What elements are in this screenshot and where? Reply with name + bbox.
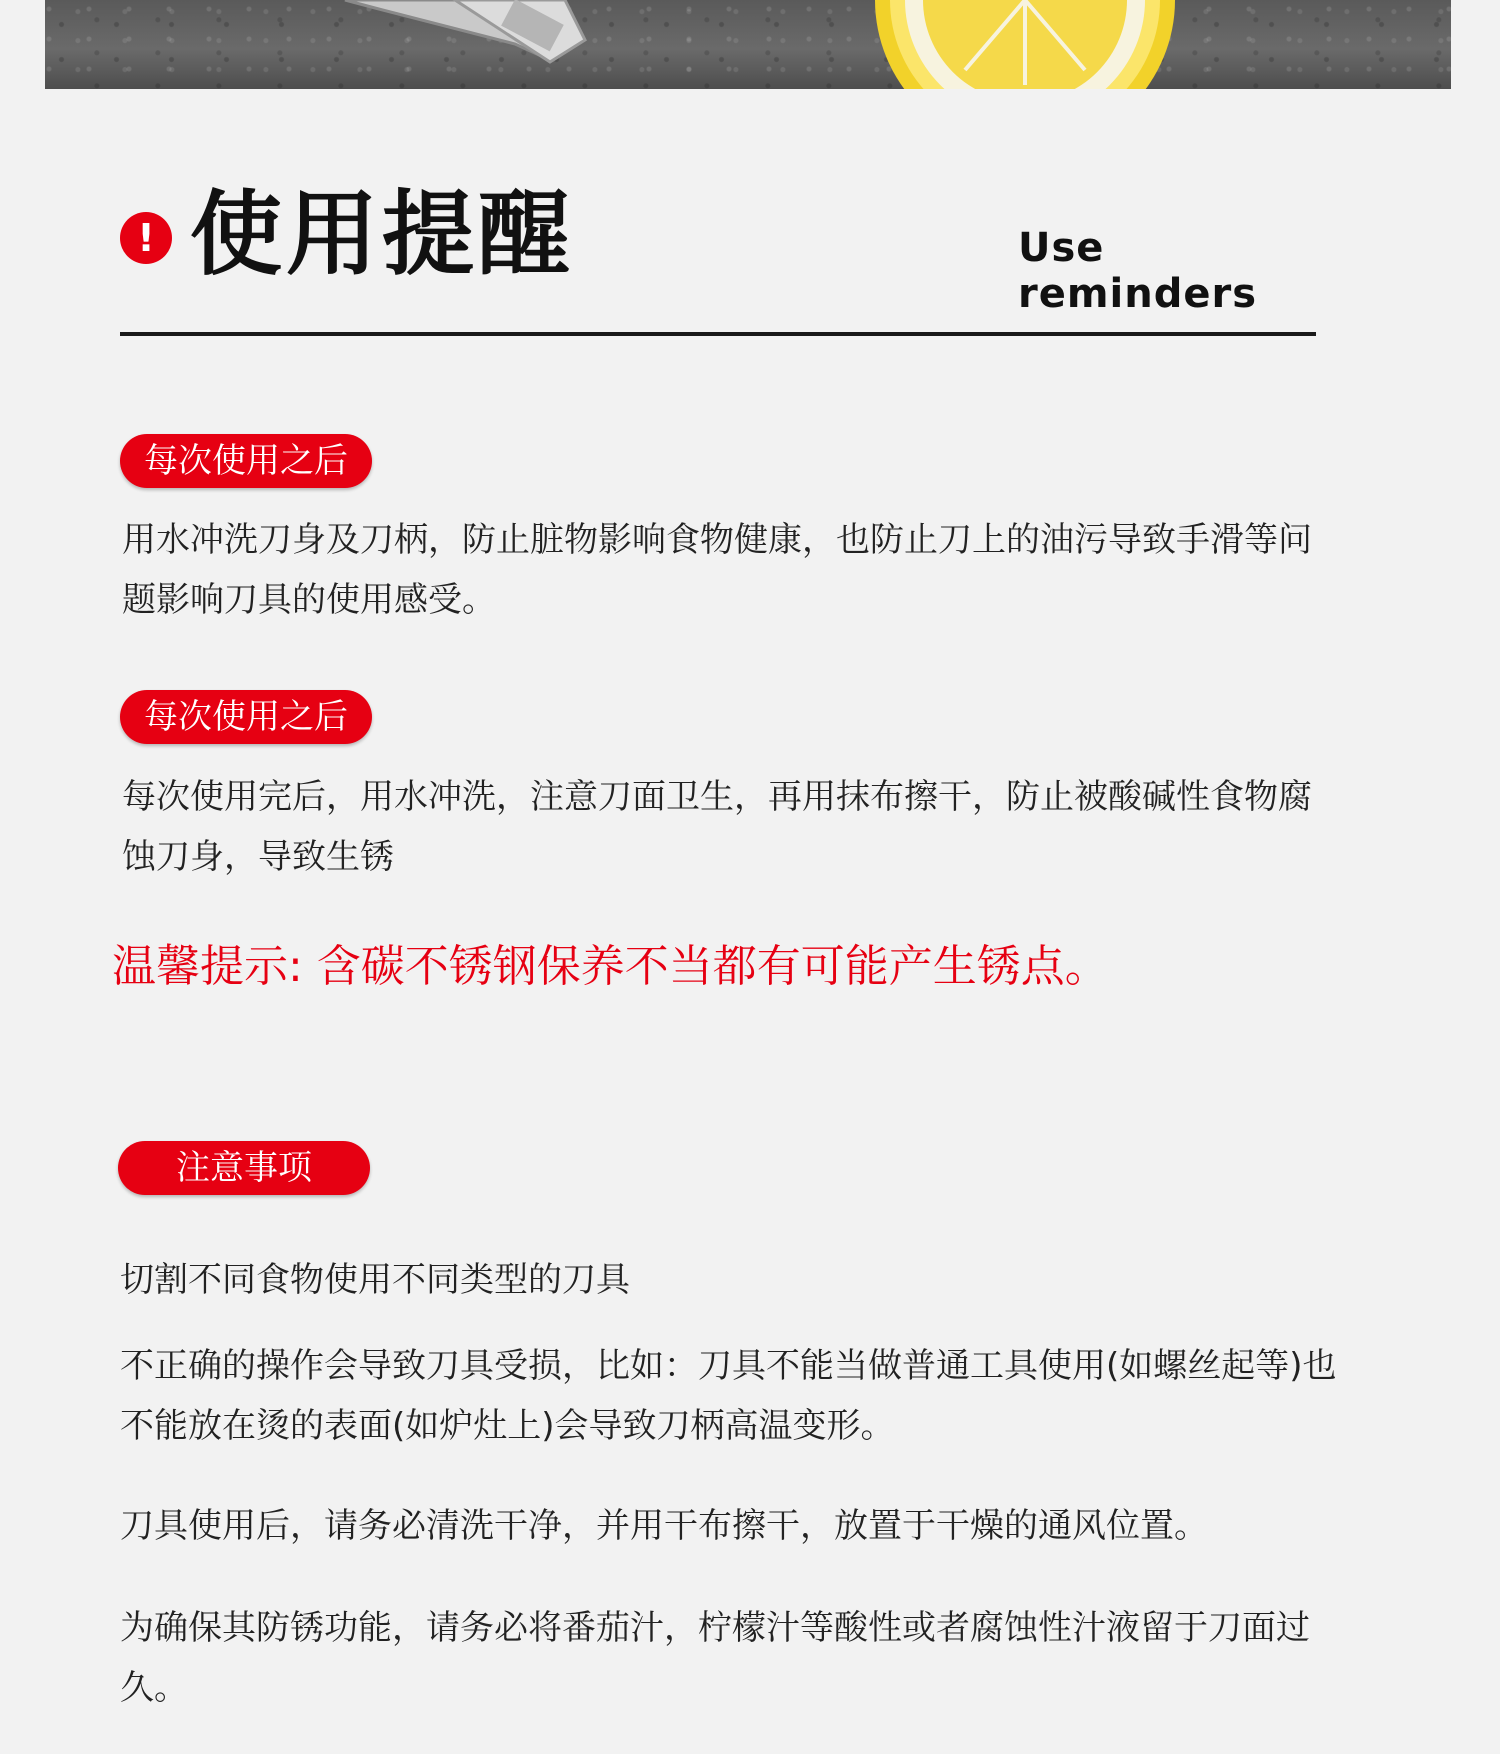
page-title: 使用提醒 [190, 181, 575, 288]
section-badge: 每次使用之后 [120, 434, 372, 488]
note-item: 不正确的操作会导致刀具受损，比如：刀具不能当做普通工具使用(如螺丝起等)也不能放在烫的表面(如炉灶上)会导致刀柄高温变形。 [120, 1346, 1337, 1446]
section-header [120, 180, 1320, 317]
page-subtitle-en: Use reminders [1018, 225, 1258, 317]
peeler-blade [345, 0, 585, 62]
hero-banner-image [45, 0, 1451, 89]
exclamation-icon: ! [120, 212, 172, 264]
title-divider [120, 332, 1316, 336]
notes-badge: 注意事项 [118, 1141, 370, 1195]
hero-illustration [45, 0, 1451, 89]
section-text: 每次使用完后，用水冲洗，注意刀面卫生，再用抹布擦干，防止被酸碱性食物腐蚀刀身，导致生锈 [122, 777, 1312, 877]
section-badge: 每次使用之后 [120, 690, 372, 744]
lemon-slice [875, 0, 1175, 89]
warm-tip: 温馨提示: 含碳不锈钢保养不当都有可能产生锈点。 [112, 941, 1109, 992]
note-item: 切割不同食物使用不同类型的刀具 [120, 1260, 630, 1300]
note-item: 为确保其防锈功能，请务必将番茄汁，柠檬汁等酸性或者腐蚀性汁液留于刀面过久。 [120, 1608, 1310, 1708]
note-item: 刀具使用后，请务必清洗干净，并用干布擦干，放置于干燥的通风位置。 [120, 1506, 1208, 1546]
section-text: 用水冲洗刀身及刀柄，防止脏物影响食物健康，也防止刀上的油污导致手滑等问题影响刀具的使用感受。 [122, 520, 1312, 620]
